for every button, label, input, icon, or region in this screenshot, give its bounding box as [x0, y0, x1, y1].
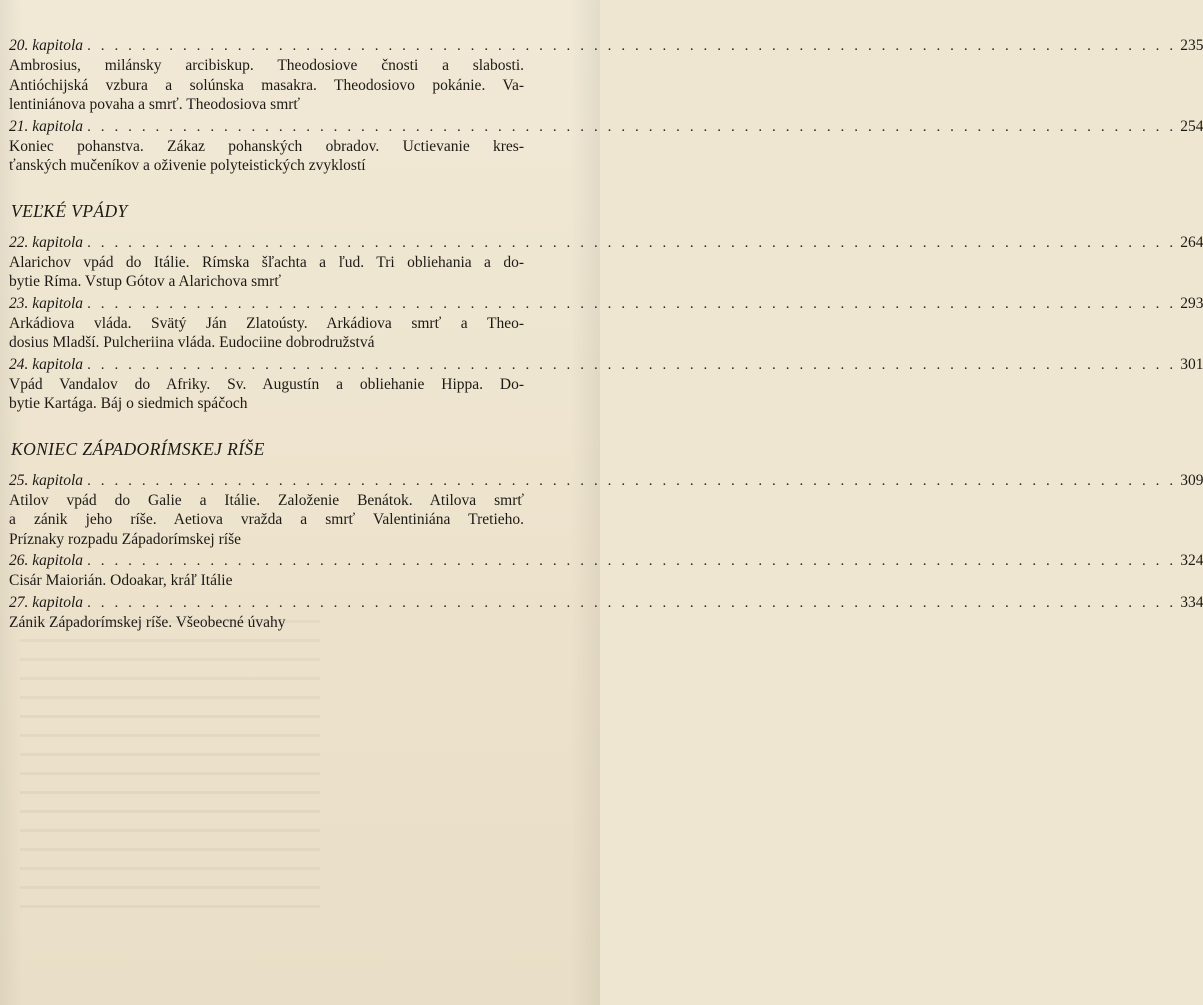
- toc-section: [9, 200, 1203, 414]
- toc-entry: [9, 117, 1203, 176]
- dot-leader: . . . . . . . . . . . . . . . . . . . . . . . . . . . . . . . . . . . . . . . . . . . . . . . . . . . . . . . . . . . . . . . . . . . . . . . . . . . . . . . .: [87, 553, 1177, 569]
- page-number: 334: [1180, 593, 1203, 611]
- description-line: lentiniánova povaha a smrť. Theodosiova smrť: [9, 96, 301, 113]
- description-line: Cisár Maiorián. Odoakar, kráľ Itálie: [9, 572, 233, 589]
- toc-entry: [9, 233, 1203, 292]
- description-line: Arkádiova vláda. Svätý Ján Zlatoústy. Arkádiova smrť a Theo-: [9, 314, 524, 332]
- dot-leader: . . . . . . . . . . . . . . . . . . . . . . . . . . . . . . . . . . . . . . . . . . . . . . . . . . . . . . . . . . . . . . . . . . . . . . . . . . . . . . . .: [87, 356, 1177, 373]
- description-line: bytie Ríma. Vstup Gótov a Alarichova smrť: [9, 273, 281, 290]
- description-line: Vpád Vandalov do Afriky. Sv. Augustín a obliehanie Hippa. Do-: [9, 375, 524, 393]
- description-line: Ambrosius, milánsky arcibiskup. Theodosiove čnosti a slabosti.: [9, 57, 524, 74]
- page-number: 264: [1180, 233, 1203, 251]
- toc-section: [9, 438, 1203, 633]
- toc-entry: [9, 355, 1203, 414]
- chapter-title: 22. kapitola: [9, 233, 84, 251]
- description-line: bytie Kartága. Báj o siedmich spáčoch: [9, 395, 248, 412]
- chapter-line: [9, 233, 1203, 253]
- toc-entry: [9, 471, 1203, 550]
- page-number: 235: [1180, 37, 1203, 54]
- chapter-description: [9, 375, 524, 414]
- dot-leader: . . . . . . . . . . . . . . . . . . . . . . . . . . . . . . . . . . . . . . . . . . . . . . . . . . . . . . . . . . . . . . . . . . . . . . . . . . . . . . . .: [87, 295, 1177, 312]
- toc-entry: [9, 36, 1203, 115]
- chapter-title: 21. kapitola: [9, 117, 84, 135]
- dot-leader: . . . . . . . . . . . . . . . . . . . . . . . . . . . . . . . . . . . . . . . . . . . . . . . . . . . . . . . . . . . . . . . . . . . . . . . . . . . . . . . .: [87, 234, 1177, 251]
- bleed-through-texture: [20, 620, 320, 920]
- section-heading: VEĽKÉ VPÁDY: [11, 200, 128, 221]
- chapter-title: 26. kapitola: [9, 552, 84, 569]
- page-number: 254: [1180, 117, 1203, 135]
- description-line: a zánik jeho ríše. Aetiova vražda a smrť Valentiniána Tretieho.: [9, 511, 524, 528]
- description-line: Alarichov vpád do Itálie. Rímska šľachta a ľud. Tri obliehania a do-: [9, 253, 524, 271]
- page-number: 324: [1180, 552, 1203, 569]
- chapter-title: 23. kapitola: [9, 294, 84, 312]
- dot-leader: . . . . . . . . . . . . . . . . . . . . . . . . . . . . . . . . . . . . . . . . . . . . . . . . . . . . . . . . . . . . . . . . . . . . . . . . . . . . . . . .: [87, 472, 1177, 489]
- dot-leader: . . . . . . . . . . . . . . . . . . . . . . . . . . . . . . . . . . . . . . . . . . . . . . . . . . . . . . . . . . . . . . . . . . . . . . . . . . . . . . . .: [87, 118, 1177, 135]
- description-line: ťanských mučeníkov a oživenie polyteistických zvyklostí: [9, 157, 366, 174]
- chapter-line: [9, 471, 1203, 491]
- chapter-line: [9, 551, 1203, 571]
- description-line: Koniec pohanstva. Zákaz pohanských obradov. Uctievanie kres-: [9, 137, 524, 155]
- chapter-title: 27. kapitola: [9, 593, 84, 611]
- description-line: Atilov vpád do Galie a Itálie. Založenie Benátok. Atilova smrť: [9, 491, 524, 509]
- description-line: dosius Mladší. Pulcheriina vláda. Eudociine dobrodružstvá: [9, 334, 375, 351]
- chapter-title: 24. kapitola: [9, 355, 84, 373]
- chapter-description: [9, 253, 524, 292]
- section-heading: KONIEC ZÁPADORÍMSKEJ RÍŠE: [11, 438, 265, 459]
- chapter-line: [9, 294, 1203, 314]
- dot-leader: . . . . . . . . . . . . . . . . . . . . . . . . . . . . . . . . . . . . . . . . . . . . . . . . . . . . . . . . . . . . . . . . . . . . . . . . . . . . . . . .: [87, 38, 1177, 54]
- page-number: 309: [1180, 471, 1203, 489]
- chapter-title: 25. kapitola: [9, 471, 84, 489]
- chapter-description: [9, 491, 524, 550]
- chapter-title: 20. kapitola: [9, 37, 84, 54]
- page-number: 301: [1180, 355, 1203, 373]
- toc-section: [9, 36, 1203, 176]
- dot-leader: . . . . . . . . . . . . . . . . . . . . . . . . . . . . . . . . . . . . . . . . . . . . . . . . . . . . . . . . . . . . . . . . . . . . . . . . . . . . . . . .: [87, 594, 1177, 611]
- table-of-contents: [9, 36, 1203, 632]
- chapter-line: [9, 355, 1203, 375]
- page-number: 293: [1180, 294, 1203, 312]
- chapter-line: [9, 36, 1203, 56]
- chapter-line: [9, 593, 1203, 613]
- toc-entry: [9, 294, 1203, 353]
- toc-entry: [9, 551, 1203, 591]
- description-line: Príznaky rozpadu Západorímskej ríše: [9, 530, 241, 548]
- chapter-description: [9, 571, 524, 591]
- chapter-description: [9, 314, 524, 353]
- chapter-line: [9, 117, 1203, 137]
- chapter-description: [9, 137, 524, 176]
- description-line: Antióchijská vzbura a solúnska masakra. Theodosiovo pokánie. Va-: [9, 76, 524, 94]
- chapter-description: [9, 56, 524, 115]
- description-line: Zánik Západorímskej ríše. Všeobecné úvahy: [9, 613, 286, 631]
